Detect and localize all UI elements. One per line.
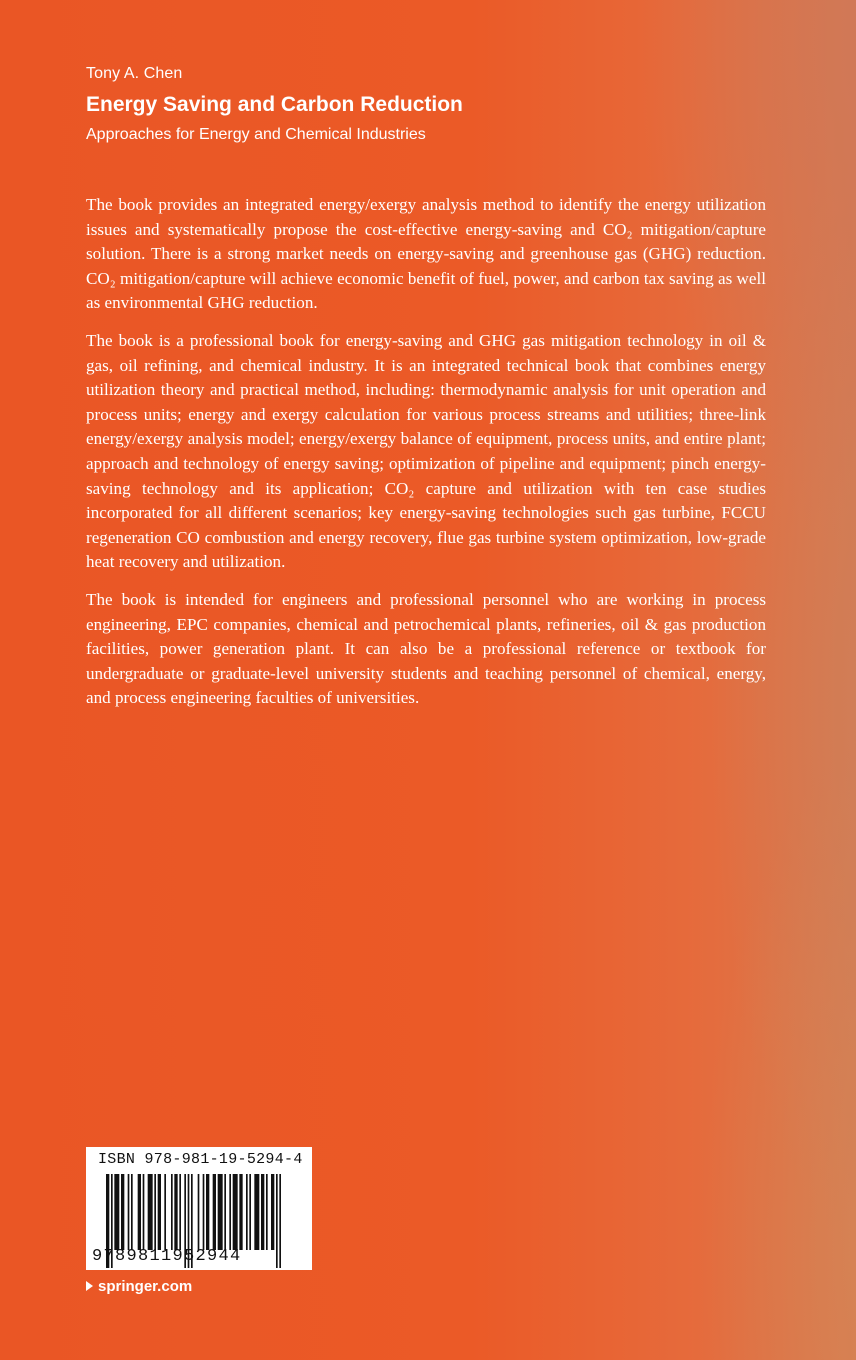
publisher-url: springer.com	[98, 1278, 193, 1295]
barcode-bar	[249, 1174, 251, 1250]
blurb-paragraph-1: The book provides an integrated energy/exergy analysis method to identify the energy utilization issues and systematically propose the cost-effective energy-saving and CO₂ mitigation/capture solution. There is a strong market needs on energy-saving and greenhouse gas (GHG) reduction. CO₂ mitigation/capture will achieve economic benefit of fuel, power, and carbon tax saving as well as environmental GHG reduction.	[86, 195, 766, 313]
publisher-link[interactable]	[86, 1278, 192, 1295]
barcode-bar	[206, 1174, 209, 1250]
author-name: Tony A. Chen	[86, 65, 183, 82]
barcode-bar	[233, 1174, 238, 1250]
barcode-bar	[224, 1174, 226, 1250]
barcode-bar	[148, 1174, 153, 1250]
barcode-bar	[239, 1174, 242, 1250]
barcode-bar	[261, 1174, 264, 1250]
back-cover-blurb	[86, 193, 766, 724]
barcode-bar	[271, 1174, 274, 1250]
barcode-bar	[203, 1174, 205, 1250]
barcode-bar	[164, 1174, 166, 1250]
barcode-bar	[229, 1174, 231, 1250]
barcode-bar	[279, 1174, 281, 1268]
barcode-bar	[128, 1174, 130, 1250]
blurb-paragraph-3: The book is intended for engineers and professional personnel who are working in process engineering, EPC companies, chemical and petrochemical plants, refineries, oil & gas production facilities, power generation plant. It can also be a professional reference or textbook for undergraduate or graduate-level university students and teaching personnel of chemical, energy, and process engineering faculties of universities.	[86, 589, 766, 708]
barcode-bar	[213, 1174, 216, 1250]
blurb-paragraph-2: The book is a professional book for energy-saving and GHG gas mitigation technology in oil & gas, oil refining, and chemical industry. It is an integrated technical book that combines energy utilization theory and practical method, including: thermodynamic analysis for unit operation and process units; energy and exergy calculation for various process streams and utilities; three-link energy/exergy analysis model; energy/exergy balance of equipment, process units, and entire plant; approach and technology of energy saving; optimization of pipeline and equipment; pinch energy-saving technology and its application; CO₂ capture and utilization with ten case studies incorporated for all different scenarios; key energy-saving technologies such gas turbine, FCCU regeneration CO combustion and energy recovery, flue gas turbine system optimization, low-grade heat recovery and utilization.	[86, 330, 766, 572]
barcode-bar	[154, 1174, 156, 1250]
barcode-bar	[143, 1174, 145, 1250]
arrow-right-icon	[86, 1281, 93, 1291]
barcode-bar	[179, 1174, 181, 1250]
barcode-bar	[158, 1174, 161, 1250]
isbn-digits: 9789811952944	[92, 1247, 242, 1266]
barcode-bar	[138, 1174, 141, 1250]
barcode-bar	[198, 1174, 200, 1250]
barcode-bar	[114, 1174, 119, 1250]
barcode-bar	[276, 1174, 278, 1268]
book-title: Energy Saving and Carbon Reduction	[86, 93, 463, 116]
barcode-bar	[246, 1174, 248, 1250]
barcode-bar	[131, 1174, 133, 1250]
isbn-barcode-box	[86, 1147, 312, 1270]
barcode-bar	[266, 1174, 268, 1250]
barcode-bar	[121, 1174, 124, 1250]
barcode-bar	[218, 1174, 223, 1250]
barcode-bar	[171, 1174, 173, 1250]
barcode-bar	[174, 1174, 177, 1250]
book-subtitle: Approaches for Energy and Chemical Industries	[86, 126, 426, 143]
barcode-bar	[254, 1174, 259, 1250]
isbn-label: ISBN 978-981-19-5294-4	[98, 1151, 303, 1168]
